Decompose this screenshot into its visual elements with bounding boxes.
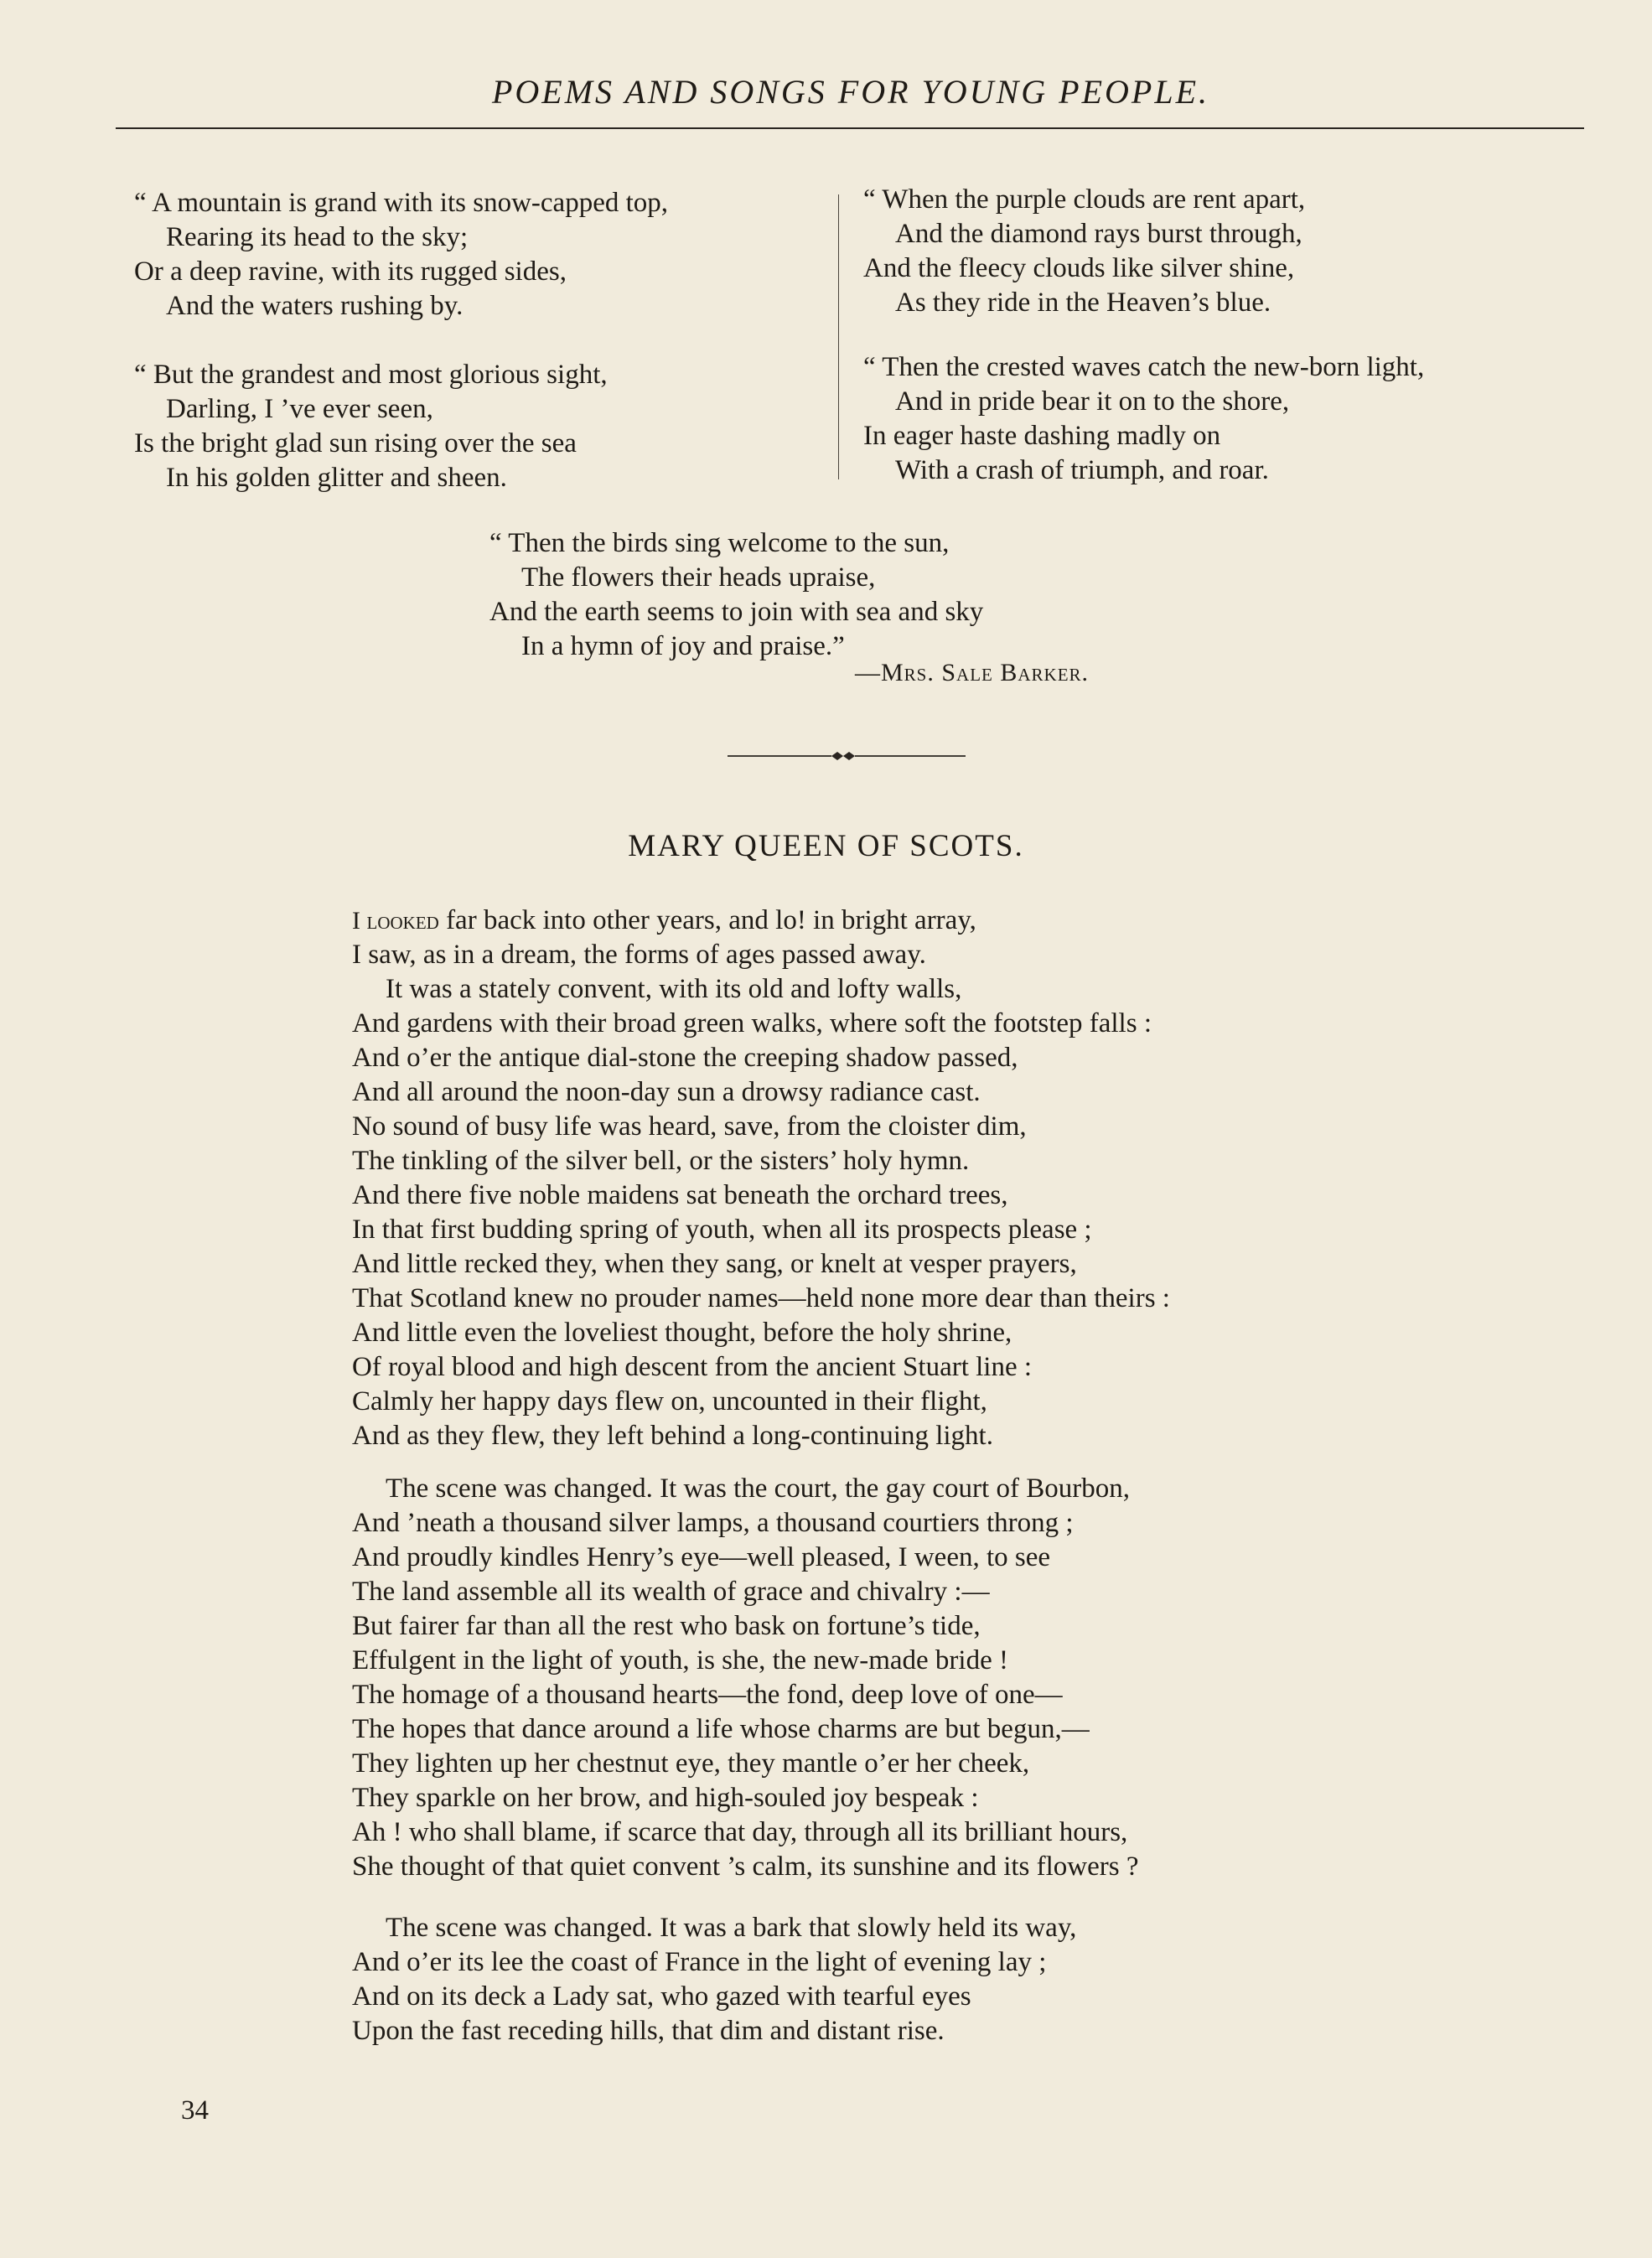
poem-line: And in pride bear it on to the shore, bbox=[895, 386, 1290, 417]
poem-line: “ A mountain is grand with its snow-capped top, bbox=[134, 188, 669, 218]
poem-line: The flowers their heads upraise, bbox=[521, 562, 876, 593]
poem-line: And on its deck a Lady sat, who gazed with tearful eyes bbox=[352, 1981, 971, 2012]
poem-line: It was a stately convent, with its old and lofty walls, bbox=[386, 974, 962, 1004]
opening-small-caps: I looked bbox=[352, 907, 439, 935]
poem-line: The scene was changed. It was the court, the gay court of Bourbon, bbox=[386, 1473, 1130, 1504]
opening-rest: far back into other years, and lo! in bright array, bbox=[438, 905, 976, 935]
ornament-divider bbox=[728, 748, 966, 764]
poem-line: And the waters rushing by. bbox=[166, 291, 463, 321]
poem1-left-stanza-2 bbox=[134, 358, 608, 495]
running-head: POEMS AND SONGS FOR YOUNG PEOPLE. bbox=[491, 73, 1209, 111]
poem-line: The land assemble all its wealth of grace and chivalry :— bbox=[352, 1577, 990, 1607]
poem-line: And proudly kindles Henry’s eye—well pleased, I ween, to see bbox=[352, 1542, 1051, 1572]
poem-line: And little recked they, when they sang, or knelt at vesper prayers, bbox=[352, 1249, 1077, 1279]
poem-line: And all around the noon-day sun a drowsy radiance cast. bbox=[352, 1077, 981, 1107]
poem-line: Rearing its head to the sky; bbox=[166, 222, 469, 252]
poem-line: And o’er the antique dial-stone the creeping shadow passed, bbox=[352, 1043, 1018, 1073]
poem-line: They sparkle on her brow, and high-souled joy bespeak : bbox=[352, 1783, 979, 1813]
poem-line: And the diamond rays burst through, bbox=[895, 219, 1302, 249]
poem-line: The hopes that dance around a life whose charms are but begun,— bbox=[352, 1714, 1090, 1744]
poem-line: “ Then the crested waves catch the new-born light, bbox=[863, 352, 1425, 382]
poem-line: They lighten up her chestnut eye, they mantle o’er her cheek, bbox=[352, 1748, 1030, 1779]
poem-line: But fairer far than all the rest who bask on fortune’s tide, bbox=[352, 1611, 981, 1641]
poem-line: In a hymn of joy and praise.” bbox=[521, 631, 845, 661]
poem-line: And the earth seems to join with sea and sky bbox=[489, 597, 984, 627]
poem1-final-stanza bbox=[489, 526, 983, 664]
poem-line: And as they flew, they left behind a long-continuing light. bbox=[352, 1421, 993, 1451]
poem-line: The scene was changed. It was a bark that slowly held its way, bbox=[386, 1913, 1077, 1943]
poem-line-first bbox=[352, 904, 1170, 938]
poem-line: No sound of busy life was heard, save, from the cloister dim, bbox=[352, 1111, 1027, 1142]
poem2-stanza-3 bbox=[352, 1911, 1076, 2048]
poem1-right-stanza-2 bbox=[863, 350, 1424, 488]
poem-line: As they ride in the Heaven’s blue. bbox=[895, 287, 1271, 318]
column-divider bbox=[838, 194, 839, 479]
poem-line: Effulgent in the light of youth, is she, the new-made bride ! bbox=[352, 1645, 1008, 1675]
poem-line: The tinkling of the silver bell, or the sisters’ holy hymn. bbox=[352, 1146, 970, 1176]
poem-line: In eager haste dashing madly on bbox=[863, 421, 1221, 451]
poem-line: She thought of that quiet convent ’s calm, its sunshine and its flowers ? bbox=[352, 1851, 1139, 1882]
poem-line: In his golden glitter and sheen. bbox=[166, 463, 507, 493]
poem-line: In that first budding spring of youth, when all its prospects please ; bbox=[352, 1214, 1092, 1245]
poem-line: “ Then the birds sing welcome to the sun, bbox=[489, 528, 950, 558]
poem-line: With a crash of triumph, and roar. bbox=[895, 455, 1269, 485]
poem-line: “ When the purple clouds are rent apart, bbox=[863, 184, 1306, 215]
poem-line: Calmly her happy days flew on, uncounted in their flight, bbox=[352, 1386, 987, 1416]
poem-line: And gardens with their broad green walks, where soft the footstep falls : bbox=[352, 1008, 1152, 1038]
poem-line: Or a deep ravine, with its rugged sides, bbox=[134, 256, 567, 287]
poem-line: And ’neath a thousand silver lamps, a thousand courtiers throng ; bbox=[352, 1508, 1074, 1538]
poem-line: The homage of a thousand hearts—the fond, deep love of one— bbox=[352, 1680, 1063, 1710]
poem-line: Ah ! who shall blame, if scarce that day, through all its brilliant hours, bbox=[352, 1817, 1128, 1847]
header-rule bbox=[116, 127, 1584, 129]
poem-line: And the fleecy clouds like silver shine, bbox=[863, 253, 1295, 283]
poem1-right-stanza-1 bbox=[863, 183, 1305, 320]
attribution: —Mrs. Sale Barker. bbox=[855, 659, 1090, 686]
poem-line: Upon the fast receding hills, that dim and distant rise. bbox=[352, 2016, 945, 2046]
poem-title: MARY QUEEN OF SCOTS. bbox=[628, 829, 1024, 863]
poem1-left-stanza-1 bbox=[134, 186, 668, 324]
poem-line: Is the bright glad sun rising over the sea bbox=[134, 428, 577, 458]
poem2-stanza-1 bbox=[352, 904, 1170, 1453]
poem-line: “ But the grandest and most glorious sight, bbox=[134, 360, 608, 390]
poem-line: Darling, I ’ve ever seen, bbox=[166, 394, 433, 424]
poem-line: And there five noble maidens sat beneath the orchard trees, bbox=[352, 1180, 1008, 1210]
poem-line: Of royal blood and high descent from the ancient Stuart line : bbox=[352, 1352, 1033, 1382]
poem-line: And o’er its lee the coast of France in the light of evening lay ; bbox=[352, 1947, 1047, 1977]
poem2-stanza-2 bbox=[352, 1472, 1139, 1884]
poem-line: That Scotland knew no prouder names—held none more dear than theirs : bbox=[352, 1283, 1170, 1313]
page-number: 34 bbox=[181, 2095, 209, 2126]
poem-line: And little even the loveliest thought, before the holy shrine, bbox=[352, 1318, 1012, 1348]
poem-line: I saw, as in a dream, the forms of ages passed away. bbox=[352, 940, 926, 970]
